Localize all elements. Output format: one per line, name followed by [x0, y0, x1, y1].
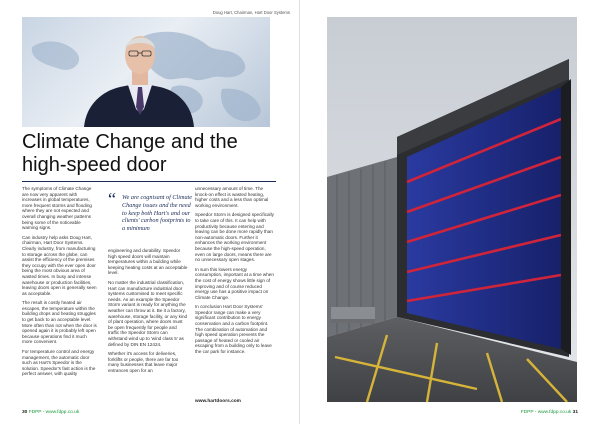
- paragraph: Speedor Storm is designed specifically to take care of this. It can help with productivity because entering and leaving can be done more rapidly than non-automatic doors. Further it enhances the working environment because the high-speed operation, even on large doors, means there are no unnecessary open stages.: [195, 212, 274, 263]
- paragraph: No matter the industrial classification, Hart can manufacture industrial door systems customised to meet specific needs. As an example the Speedor Storm variant is ready for anything the weather can throw at it. Be it a factory, warehouse, storage facility, or any kind of plant operation, where doors must be open frequently for people and traffic the Speedor Storm can withstand wind up to 'wind class 5' as defined by DIN EN 12424.: [108, 279, 188, 347]
- portrait-illustration: [22, 17, 270, 127]
- paragraph: In conclusion Hart Door Systems' Speedor range can make a very significant contribution to energy conservation and a carbon footprint. The combination of automation and high speed operation prevents the passage of heated or cooled air escaping from a building only to leave the car park for instance.: [195, 304, 272, 355]
- paragraph: engineering and durability. Speedor high speed doors will maintain temperatures within a building while keeping heating costs at an acceptable level.: [108, 248, 188, 276]
- body-column-3: [195, 186, 275, 392]
- paragraph: unnecessary amount of time. The knock-on effect is wasted heating, higher costs and a less than optimal working environment.: [195, 186, 269, 208]
- door-photo: [327, 17, 577, 402]
- folio-text: FDPP - www.fdpp.co.uk: [520, 410, 572, 415]
- pull-quote: [108, 189, 193, 246]
- body-column-2: [108, 248, 188, 406]
- quote-mark-icon: “: [108, 189, 116, 209]
- headline-rule: [22, 181, 276, 182]
- paragraph: In sum this lowers energy consumption, important at a time when the cost of energy shows little sign of improving and of course reduced energy use has a positive impact on Climate Change.: [195, 266, 274, 300]
- folio-text: FDPP - www.fdpp.co.uk: [28, 410, 80, 415]
- paragraph: Can industry help asks Doug Hart, chairman, Hart Door Systems. Clearly industry, from manufacturing to storage across the globe, can assist the efficiency of the premises they occupy with the ever open door being the most obvious area of wasted times. In busy and intense warehouse or production facilities, leaving doors open is generally seen as acceptable.: [22, 234, 97, 296]
- page-number: 30: [22, 410, 28, 415]
- running-head: Doug Hart, Chairman, Hart Door Systems: [212, 10, 290, 15]
- paragraph: Whether it's access for deliveries, forklifts or people, there are far too many businesses that leave major entrances open for an: [108, 351, 179, 373]
- website-link[interactable]: www.hartdoors.com: [195, 399, 241, 404]
- body-column-1: [22, 186, 97, 408]
- right-page: [300, 0, 600, 424]
- folio-right: [521, 410, 578, 415]
- page-number: 31: [572, 410, 578, 415]
- headline: Climate Change and the high-speed door: [22, 131, 238, 176]
- paragraph: The result is costly heated air escapes, the temperature within the building drops and heating struggles to get back to an acceptable level. More often than not when the door is opened again it is probably left open because operations find it much more convenient.: [22, 300, 97, 345]
- paragraph: For temperature control and energy management, the automatic door such as Hart's Speedor is the solution. Speedor's fast action is the perfect answer, with quality: [22, 349, 96, 377]
- pull-quote-text: We are cognisant of Climate Change issues and the need to keep both Hart's and our clients' carbon footprints to a minimum: [122, 194, 193, 233]
- folio-left: [22, 410, 79, 415]
- high-speed-door-illustration: [327, 17, 577, 402]
- portrait-photo: [22, 17, 270, 127]
- paragraph: The symptoms of Climate Change are now very apparent with increases in global temperatures, more frequent storms and flooding where they are not expected and overall changing weather patterns being some of the noticeable warning signs.: [22, 186, 92, 231]
